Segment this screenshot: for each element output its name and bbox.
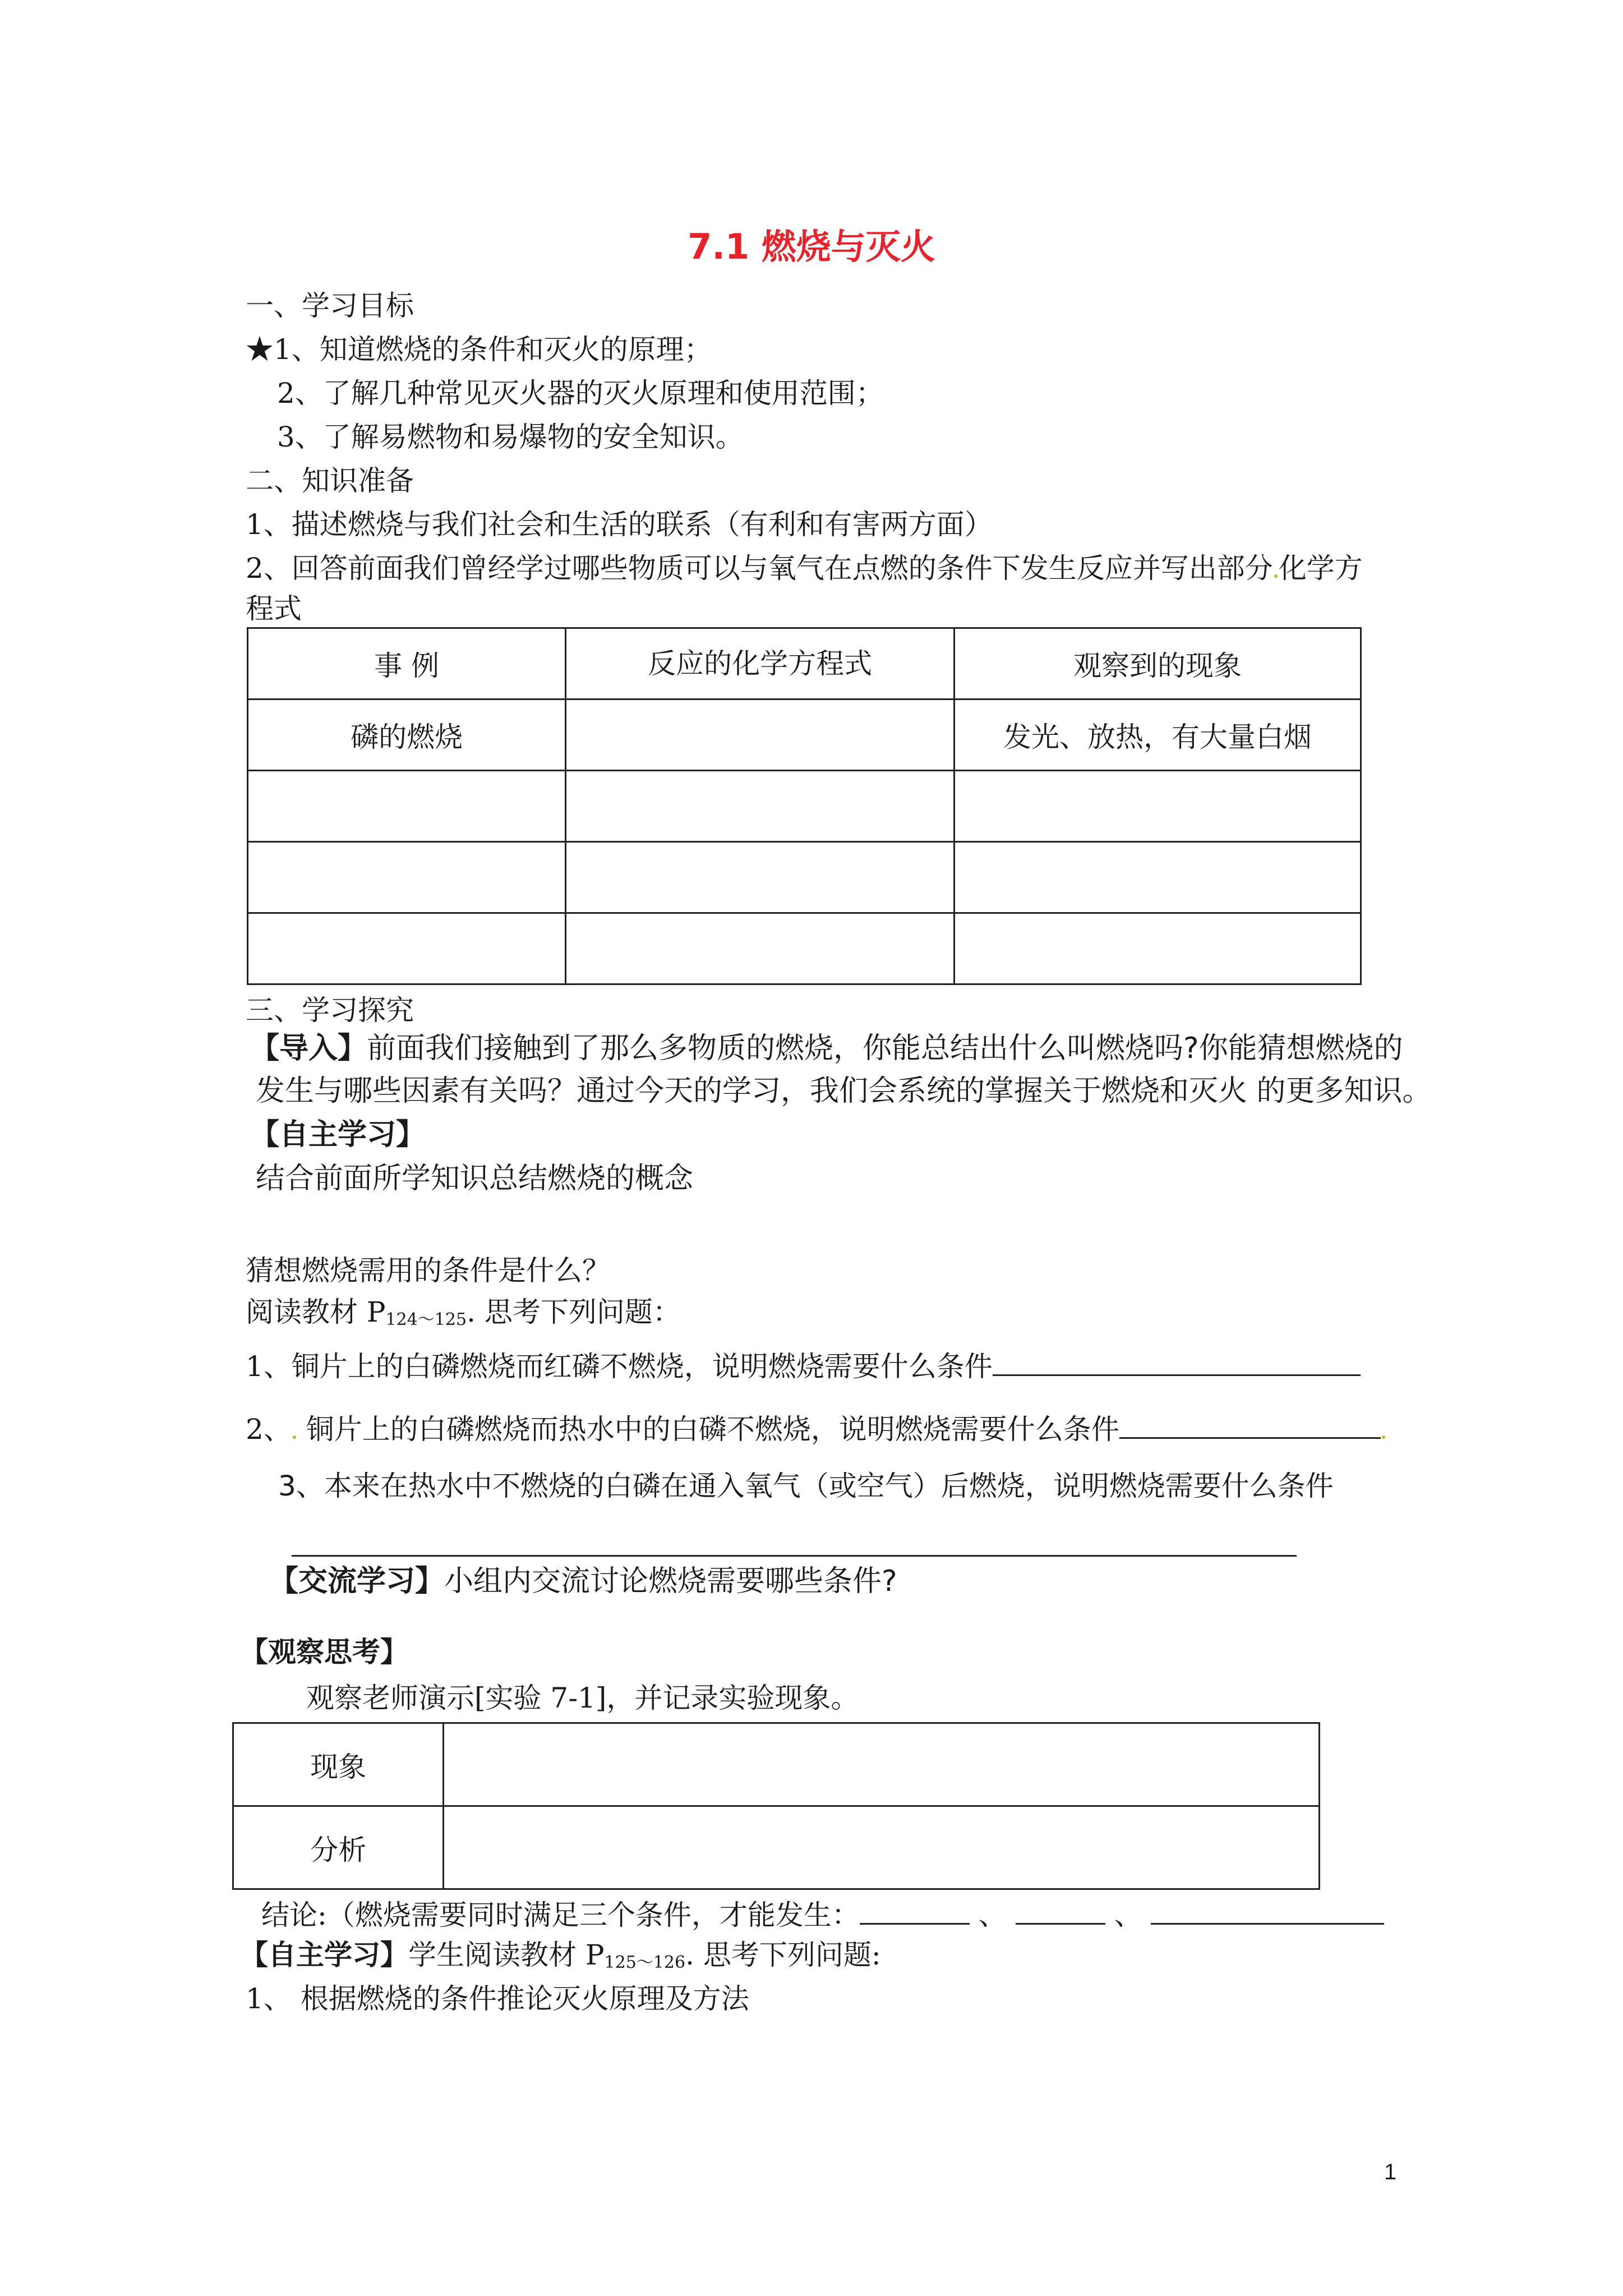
self-study-tag: 【自主学习】 xyxy=(250,1118,426,1152)
table-cell xyxy=(955,842,1361,913)
self-study-question: 1、 根据燃烧的条件推论灭火原理及方法 xyxy=(246,1982,749,2015)
table-cell xyxy=(248,913,566,984)
prep-item: 1、描述燃烧与我们社会和生活的联系（有利和有害两方面） xyxy=(246,508,993,541)
goal-item: 2、了解几种常见灭火器的灭火原理和使用范围； xyxy=(277,377,884,409)
self-study-text: 结合前面所学知识总结燃烧的概念 xyxy=(256,1162,694,1195)
mark-dot xyxy=(1274,574,1278,578)
table-row xyxy=(248,842,1361,913)
table-cell xyxy=(955,771,1361,842)
goal-item: ★1、知道燃烧的条件和灭火的原理； xyxy=(246,333,712,366)
read-instruction: 阅读教材 $P_{124\sim 125}$. 思考下列问题： xyxy=(246,1296,681,1329)
self-study-2: 【自主学习】学生阅读教材 $P_{125\sim 126}$. 思考下列问题: xyxy=(240,1938,881,1972)
exchange-tag: 【交流学习】 xyxy=(269,1565,445,1598)
answer-blank[interactable] xyxy=(860,1895,970,1925)
table-cell xyxy=(566,842,955,913)
table-header: 观察到的现象 xyxy=(955,628,1361,700)
intro-tag: 【导入】 xyxy=(250,1032,367,1065)
answer-blank[interactable] xyxy=(1016,1895,1105,1925)
table-cell: 磷的燃烧 xyxy=(248,700,566,771)
exchange-line xyxy=(269,1563,897,1600)
table-cell xyxy=(248,842,566,913)
question-1: 1、铜片上的白磷燃烧而红磷不燃烧，说明燃烧需要什么条件 xyxy=(246,1346,1361,1385)
prep-item: 2、回答前面我们曾经学过哪些物质可以与氧气在点燃的条件下发生反应并写出部分 化学方 xyxy=(246,552,1363,585)
table-row xyxy=(248,771,1361,842)
table-row xyxy=(233,1723,1320,1806)
mark-dot xyxy=(293,1435,296,1439)
table-header-row xyxy=(248,628,1361,700)
table-cell xyxy=(566,771,955,842)
table-row xyxy=(233,1806,1320,1889)
prep-item: 程式 xyxy=(246,592,302,625)
answer-blank[interactable] xyxy=(1119,1409,1381,1439)
intro-line: 发生与哪些因素有关吗？通过今天的学习，我们会系统的掌握关于燃烧和灭火 的更多知识。 xyxy=(256,1074,1432,1108)
table-cell: 发光、放热，有大量白烟 xyxy=(955,700,1361,771)
table-header: 事 例 xyxy=(248,628,566,700)
table-cell[interactable] xyxy=(444,1806,1320,1889)
self-study-tag: 【自主学习】 xyxy=(240,1938,408,1971)
answer-blank[interactable] xyxy=(993,1346,1361,1376)
table-cell[interactable] xyxy=(444,1723,1320,1806)
table-row-label: 分析 xyxy=(233,1806,444,1889)
goal-item: 3、了解易燃物和易爆物的安全知识。 xyxy=(277,421,744,453)
question-2: 2、 铜片上的白磷燃烧而热水中的白磷不燃烧，说明燃烧需要什么条件 xyxy=(246,1409,1386,1448)
section-heading-goals: 一、学习目标 xyxy=(246,289,414,322)
observe-tag: 【观察思考】 xyxy=(240,1635,408,1668)
exchange-text: 小组内交流讨论燃烧需要哪些条件? xyxy=(444,1565,897,1598)
observation-table xyxy=(232,1722,1320,1890)
table-header: 反应的化学方程式 xyxy=(566,628,955,700)
conclusion-line: 结论:（燃烧需要同时满足三个条件，才能发生： 、 、 xyxy=(261,1895,1384,1934)
observe-text: 观察老师演示[实验 7-1]，并记录实验现象。 xyxy=(306,1682,859,1714)
table-row xyxy=(248,700,1361,771)
table-cell xyxy=(248,771,566,842)
page-title: 7.1 燃烧与灭火 xyxy=(688,226,935,267)
mark-dot xyxy=(1382,1435,1385,1439)
table-row-label: 现象 xyxy=(233,1723,444,1806)
answer-line[interactable] xyxy=(292,1555,1297,1557)
answer-blank[interactable] xyxy=(1151,1895,1384,1925)
table-cell xyxy=(566,700,955,771)
section-heading-explore: 三、学习探究 xyxy=(246,994,414,1027)
guess-question: 猜想燃烧需用的条件是什么？ xyxy=(246,1254,610,1287)
reaction-table xyxy=(247,627,1362,985)
intro-line xyxy=(250,1030,1403,1067)
section-heading-prep: 二、知识准备 xyxy=(246,464,414,497)
intro-text: 前面我们接触到了那么多物质的燃烧，你能总结出什么叫燃烧吗?你能猜想燃烧的 xyxy=(367,1032,1403,1065)
page-number: 1 xyxy=(1384,2160,1397,2184)
table-cell xyxy=(955,913,1361,984)
question-3: 3、本来在热水中不燃烧的白磷在通入氧气（或空气）后燃烧，说明燃烧需要什么条件 xyxy=(278,1470,1334,1502)
table-row xyxy=(248,913,1361,984)
table-cell xyxy=(566,913,955,984)
